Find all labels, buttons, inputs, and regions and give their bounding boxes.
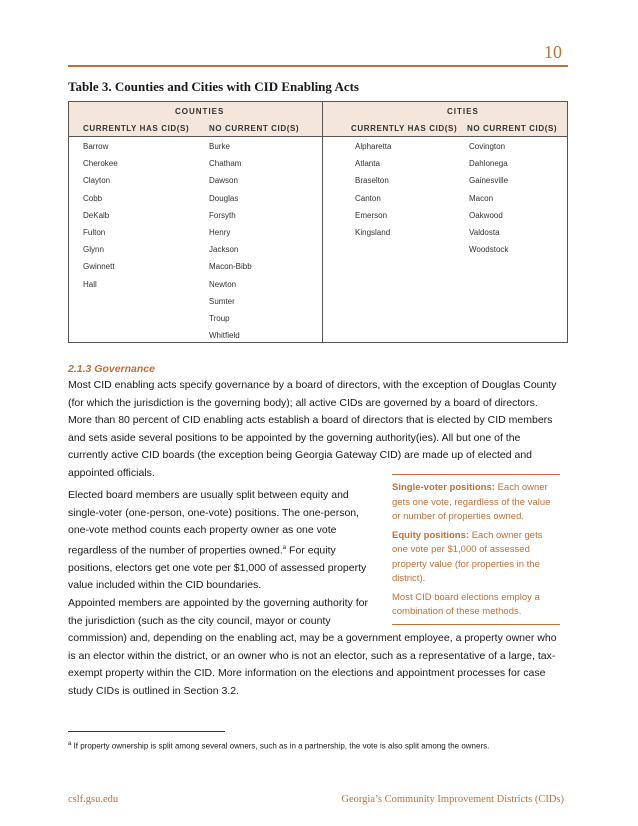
table-caption: Table 3. Counties and Cities with CID Enabling Acts — [68, 79, 359, 94]
table-cell: Gwinnett — [83, 262, 115, 272]
table-cell: Emerson — [355, 210, 388, 220]
table-divider — [322, 102, 323, 342]
table-cell: Troup — [209, 314, 230, 323]
table-cell: Atlanta — [355, 159, 380, 169]
group-header-counties: COUNTIES — [175, 107, 225, 116]
table-cell: Glynn — [83, 245, 104, 255]
governance-paragraph-1 — [68, 377, 557, 483]
text-line: study CIDs is outlined in Section 3.2. — [68, 684, 240, 697]
table-cell: Canton — [355, 193, 381, 203]
table-cell: Fulton — [83, 228, 106, 237]
single-voter-definition — [392, 481, 560, 525]
table-cell: Cherokee — [83, 159, 118, 169]
table-cell: Macon-Bibb — [209, 262, 252, 272]
table-cell: Hall — [83, 279, 97, 289]
group-header-cities: CITIES — [447, 107, 479, 116]
table-cell: Burke — [209, 142, 230, 151]
text-span: regardless of the number of properties owned. — [68, 544, 283, 557]
footnote-rule — [68, 731, 225, 732]
footnote-text: If property ownership is split among several owners, such as in a partnership, the vote is also split among the owners. — [71, 741, 490, 751]
text-line — [68, 540, 366, 560]
footnote-ref: a — [282, 544, 287, 551]
table-cell: Cobb — [83, 193, 103, 203]
col-header-counties-has: CURRENTLY HAS CID(S) — [83, 124, 190, 133]
text-line: Elected board members are usually split between equity and — [68, 489, 349, 501]
table-cell: Braselton — [355, 176, 389, 186]
footnote — [68, 741, 489, 751]
text-span: For equity — [286, 544, 336, 557]
governance-paragraph-2 — [68, 487, 366, 595]
section-heading: 2.1.3 Governance — [68, 363, 155, 375]
table-cell: Jackson — [209, 245, 239, 255]
table-cell: Newton — [209, 279, 237, 289]
cid-table — [68, 101, 568, 343]
table-cell: Forsyth — [209, 210, 236, 220]
footer-title: Georgia’s Community Improvement Districts (CIDs) — [341, 794, 564, 805]
table-cell: Barrow — [83, 142, 109, 151]
table-cell: Alpharetta — [355, 142, 392, 151]
table-cell: Kingsland — [355, 228, 391, 237]
table-cell: Clayton — [83, 176, 111, 186]
text-line: currently active CID boards (the exception being Georgia Gateway CID) are made up of elected and — [68, 449, 532, 462]
definition-sidebar — [392, 474, 560, 625]
table-cell: Sumter — [209, 296, 235, 306]
col-header-counties-none: NO CURRENT CID(S) — [209, 124, 300, 133]
text-line: single-voter (one-person, one-vote) positions. The one-person, — [68, 506, 360, 519]
table-cell: Gainesville — [469, 176, 509, 186]
table-cell: Dawson — [209, 176, 238, 186]
table-header — [69, 102, 567, 137]
single-voter-text: Each owner gets one vote, regardless of the value or number of properties owned. — [392, 482, 551, 522]
footnote-marker: a — [68, 741, 72, 747]
text-line: the jurisdiction (such as the city council, mayor or county — [68, 614, 331, 627]
text-line: appointed officials. — [68, 466, 155, 479]
text-line: Appointed members are appointed by the governing authority for — [68, 597, 369, 609]
text-line: value included within the CID boundaries. — [68, 579, 262, 592]
footer-website: cslf.gsu.edu — [68, 794, 119, 805]
table-cell: Oakwood — [469, 210, 503, 220]
col-header-cities-none: NO CURRENT CID(S) — [467, 124, 558, 133]
text-line: is an elector within the district, or an owner who is not an elector, such as a representative of a large, tax- — [68, 649, 556, 662]
table-cell: Whitfield — [209, 331, 240, 341]
single-voter-term: Single-voter positions: — [392, 482, 495, 493]
text-line: (for which the jurisdiction is the governing body); all active CIDs are governed by a board of directors. — [68, 396, 538, 409]
text-line: More than 80 percent of CID enabling acts establish a board of directors that is elected by CID members — [68, 414, 553, 427]
table-cell: Chatham — [209, 159, 242, 169]
table-cell: Macon — [469, 193, 494, 203]
combination-note: Most CID board elections employ a combination of these methods. — [392, 591, 540, 617]
header-rule — [68, 65, 568, 67]
text-line: commission) and, depending on the enabling act, may be a government employee, a property owner who — [68, 632, 557, 645]
table-cell: Valdosta — [469, 228, 500, 237]
col-header-cities-has: CURRENTLY HAS CID(S) — [351, 124, 458, 133]
equity-text: Each owner gets one vote per $1,000 of assessed property value (for properties in the district). — [392, 529, 543, 584]
table-cell: Dahlonega — [469, 159, 508, 169]
text-line: positions, electors get one vote per $1,000 of assessed property — [68, 561, 367, 574]
equity-term: Equity positions: — [392, 529, 470, 541]
text-line: exempt property within the CID. More information on the elections and appointment processes for case — [68, 667, 546, 680]
text-line: Most CID enabling acts specify governance by a board of directors, with the exception of Douglas County — [68, 379, 557, 391]
table-cell: Douglas — [209, 193, 239, 203]
equity-definition — [392, 529, 560, 587]
page-number: 10 — [544, 42, 562, 62]
table-cell: DeKalb — [83, 210, 110, 220]
table-cell: Covington — [469, 142, 506, 151]
text-line: one-vote method counts each property owner as one vote — [68, 524, 337, 537]
table-cell: Henry — [209, 228, 231, 237]
table-cell: Woodstock — [469, 245, 509, 255]
text-line: and sets aside several positions to be appointed by the governing authority(ies). All but one of the — [68, 431, 521, 444]
